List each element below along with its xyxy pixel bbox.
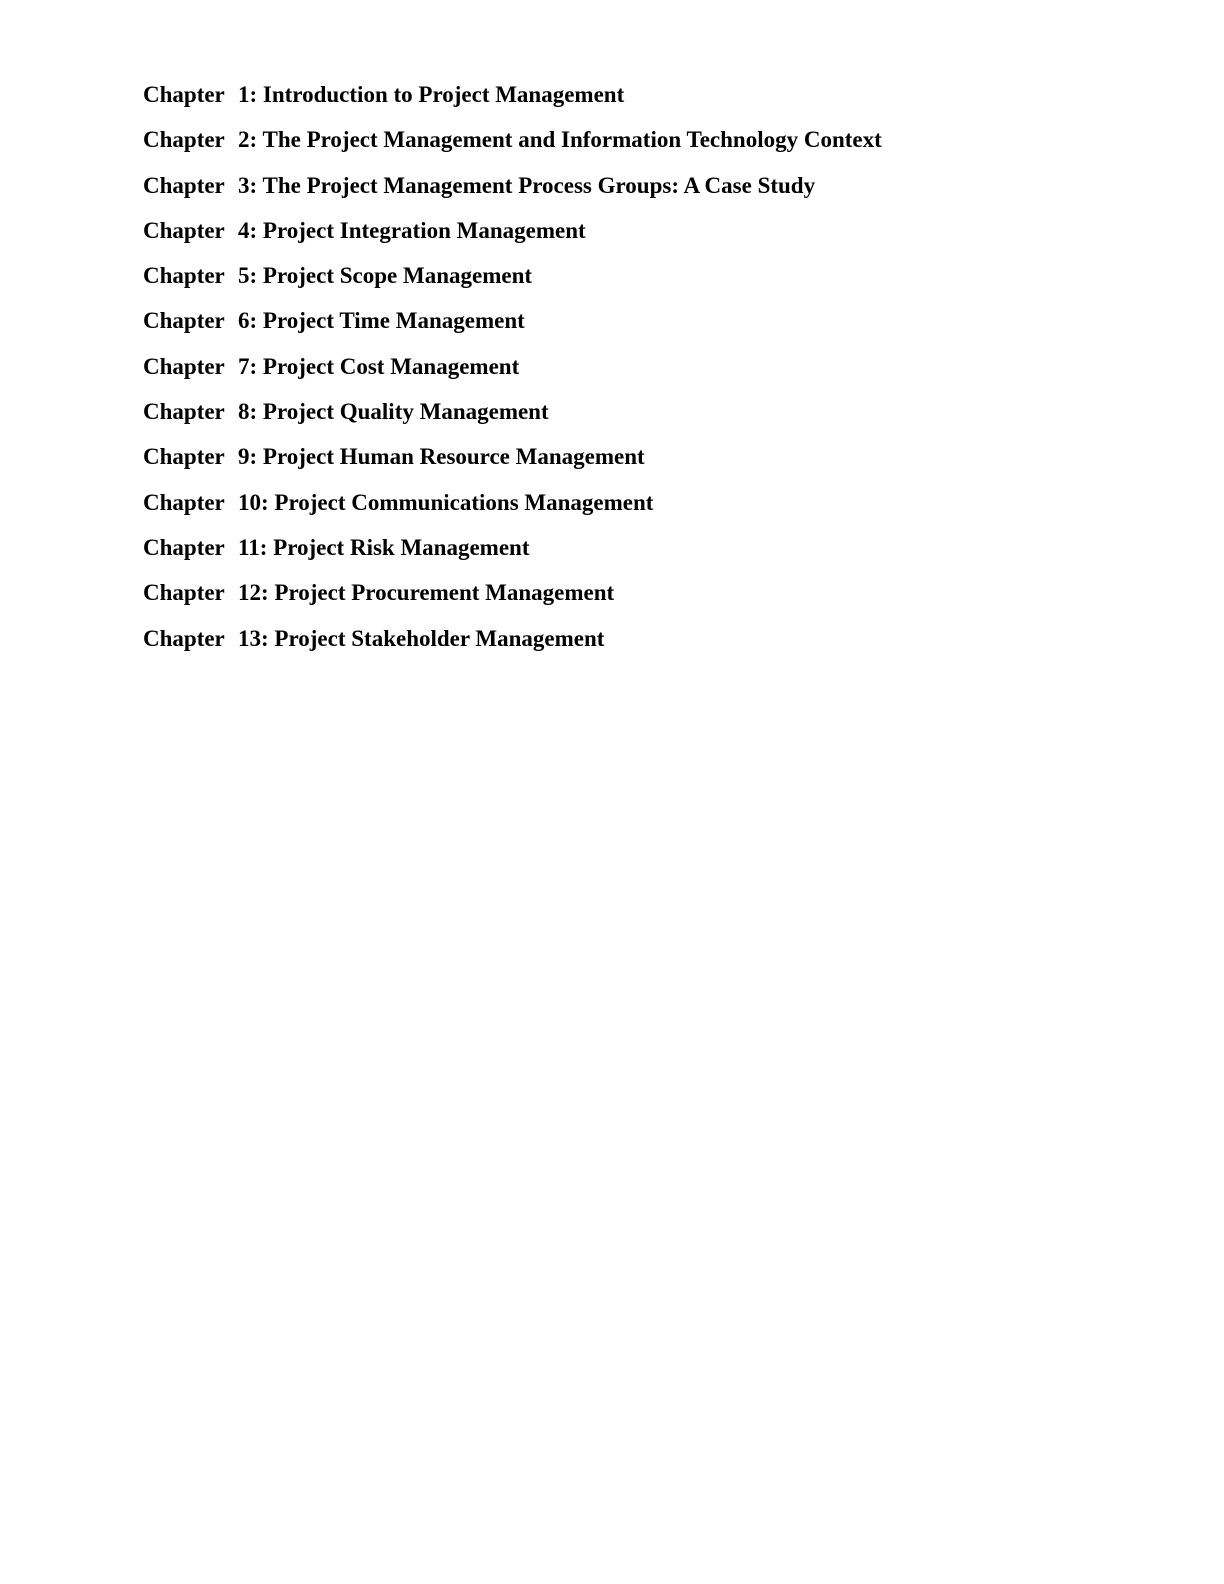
chapter-title: 7: Project Cost Management bbox=[238, 353, 520, 379]
chapter-word: Chapter bbox=[143, 399, 225, 425]
chapter-title: 2: The Project Management and Information Technology Context bbox=[238, 127, 882, 153]
chapter-item bbox=[143, 624, 882, 669]
chapter-item bbox=[143, 216, 882, 261]
chapter-item bbox=[143, 442, 882, 487]
chapter-item bbox=[143, 488, 882, 533]
chapter-item bbox=[143, 352, 882, 397]
chapter-item bbox=[143, 578, 882, 623]
chapter-item bbox=[143, 261, 882, 306]
chapter-word: Chapter bbox=[143, 444, 225, 470]
chapter-word: Chapter bbox=[143, 217, 225, 243]
chapter-word: Chapter bbox=[143, 489, 225, 515]
chapter-title: 3: The Project Management Process Groups: A Case Study bbox=[238, 172, 816, 198]
chapter-word: Chapter bbox=[143, 625, 225, 651]
chapter-word: Chapter bbox=[143, 534, 225, 560]
chapter-title: 12: Project Procurement Management bbox=[238, 580, 615, 606]
chapter-item bbox=[143, 397, 882, 442]
chapter-item bbox=[143, 80, 882, 125]
chapter-title: 8: Project Quality Management bbox=[238, 399, 549, 425]
chapter-word: Chapter bbox=[143, 263, 225, 289]
chapter-word: Chapter bbox=[143, 308, 225, 334]
chapter-title: 6: Project Time Management bbox=[238, 308, 525, 334]
chapter-item bbox=[143, 533, 882, 578]
chapter-word: Chapter bbox=[143, 353, 225, 379]
chapter-list bbox=[143, 80, 882, 669]
chapter-word: Chapter bbox=[143, 82, 225, 107]
chapter-item bbox=[143, 125, 882, 170]
chapter-item bbox=[143, 306, 882, 351]
chapter-title: 1: Introduction to Project Management bbox=[238, 82, 625, 107]
chapter-title: 9: Project Human Resource Management bbox=[238, 444, 645, 470]
chapter-title: 11: Project Risk Management bbox=[238, 534, 530, 560]
chapter-item bbox=[143, 171, 882, 216]
chapter-title: 4: Project Integration Management bbox=[238, 217, 586, 243]
chapter-title: 5: Project Scope Management bbox=[238, 263, 533, 289]
chapter-title: 10: Project Communications Management bbox=[238, 489, 654, 515]
chapter-word: Chapter bbox=[143, 172, 225, 198]
chapter-word: Chapter bbox=[143, 580, 225, 606]
chapter-title: 13: Project Stakeholder Management bbox=[238, 625, 605, 651]
chapter-word: Chapter bbox=[143, 127, 225, 153]
